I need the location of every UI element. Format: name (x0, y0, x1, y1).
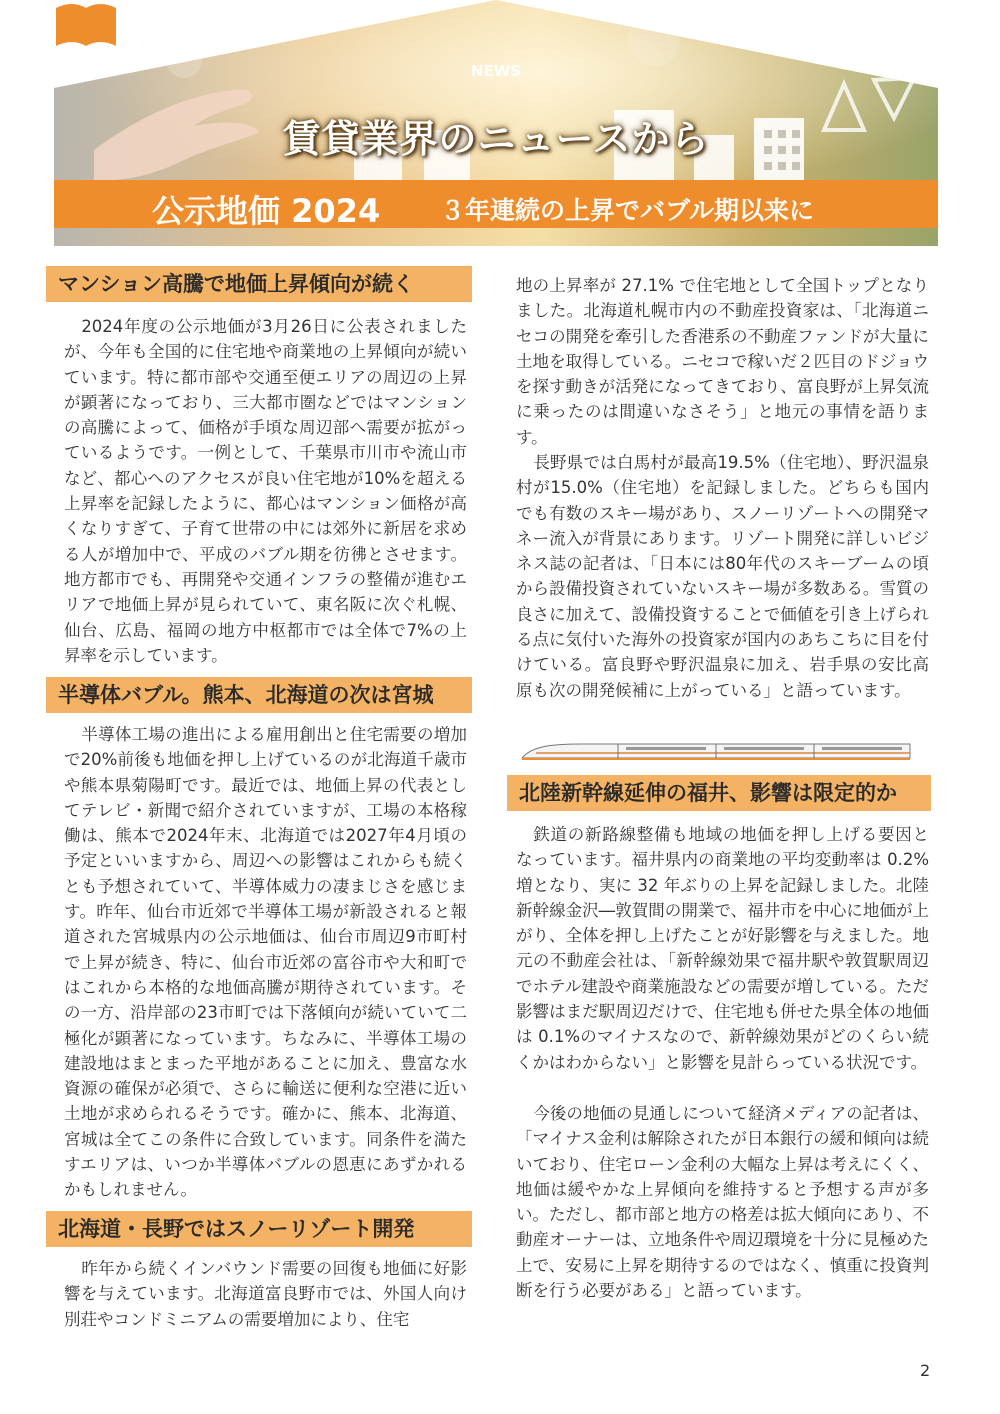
section-body-hokuriku: 鉄道の新路線整備も地域の地価を押し上げる要因となっています。福井県内の商業地の平均変動率は 0.2% 増となり、実に 32 年ぶりの上昇を記録しました。北陸新幹線金沢―敦賀間の開業で、福井市を中心に地価が上がり、全体を押し上げたことが好影響を与えました。地元の不動産会社は、「新幹線効果で福井駅や敦賀駅周辺でホテル建設や商業施設などの需要が増している。ただ影響はまだ駅周辺だけで、住宅地も併せた県全体の地価は 0.1%のマイナスなので、新幹線効果がどのくらい続くかはわからない」と影響を見計らっている状況です。 (516, 825, 929, 1072)
header-banner (54, 0, 938, 246)
section-body-semiconductor: 半導体工場の進出による雇用創出と住宅需要の増加で20%前後も地価を押し上げているのが北海道千歳市や熊本県菊陽町です。最近では、地価上昇の代表としてテレビ・新聞で紹介されていますが、工場の本格稼働は、熊本で2024年末、北海道では2027年4月頃の予定といいますから、周辺への影響はこれからも続くとも予想されていて、半導体威力の凄まじさを感じます。昨年、仙台市近郊で半導体工場が新設されると報道された宮城県内の公示地価は、仙台市周辺9市町村で上昇が続き、特に、仙台市近郊の富谷市や大和町ではこれから本格的な地価高騰が期待されています。その一方、沿岸部の23市町では下落傾向が続いていて二極化が顕著になっています。ちなみに、半導体工場の建設地はまとまった平地があることに加え、豊富な水資源の確保が必須で、さらに輸送に便利な空港に近い土地が求められるそうです。確かに、熊本、北海道、宮城は全てこの条件に合致しています。同条件を満たすエリアは、いつか半導体バブルの恩恵にあずかれるかもしれません。 (64, 725, 467, 1200)
section-title-mansion: マンション高騰で地価上昇傾向が続く (46, 266, 472, 302)
section-body-mansion: 2024年度の公示地価が3月26日に公表されましたが、今年も全国的に住宅地や商業地の上昇傾向が続いています。特に都市部や交通至便エリアの周辺の上昇が顕著になっており、三大都市圏などではマンションの高騰によって、価格が手頃な周辺部へ需要が拡がっているようです。一例として、千葉県市川市や流山市など、都心へのアクセスが良い住宅地が10%を超える上昇率を記録したように、都心はマンション価格が高くなりすぎて、子育て世帯の中には郊外に新居を求める人が増加中で、平成のバブル期を彷彿とさせます。地方都市でも、再開発や交通インフラの整備が進むエリアで地価上昇が見られていて、東名阪に次ぐ札幌、仙台、広島、福岡の地方中枢都市では全体で7%の上昇率を示しています。 (64, 317, 467, 665)
page-title: 賃貸業界のニュースから (282, 117, 710, 161)
section-title-hokuriku: 北陸新幹線延伸の福井、影響は限定的か (507, 775, 931, 811)
section-title-semiconductor: 半導体バブル。熊本、北海道の次は宮城 (46, 677, 472, 713)
section-body-outlook: 今後の地価の見通しについて経済メディアの記者は、「マイナス金利は解除されたが日本銀行の緩和傾向は続いており、住宅ローン金利の大幅な上昇は考えにくく、地価は緩やかな上昇傾向を維持すると予想する声が多い。ただし、都市部と地方の格差は拡大傾向にあり、不動産オーナーは、立地条件や周辺環境を十分に見極めた上で、安易に上昇を期待するのではなく、慎重に投資判断を行う必要がある」と語っています。 (516, 1104, 930, 1301)
news-badge-label: NEWS (470, 62, 522, 80)
open-book-icon (54, 0, 118, 52)
section-title-snow-resort: 北海道・長野ではスノーリゾート開発 (46, 1211, 472, 1247)
headline-bar (54, 180, 938, 228)
headline-main: 公示地価 2024 (152, 192, 381, 230)
headline-sub: ３年連続の上昇でバブル期以来に (440, 196, 815, 225)
section-body-snow-resort: 昨年から続くインバウンド需要の回復も地価に好影響を与えています。北海道富良野市では、外国人向け別荘やコンドミニアムの需要増加により、住宅 (64, 1259, 467, 1329)
train-icon (522, 740, 912, 762)
section-body-snow-resort-cont: 地の上昇率が 27.1% で住宅地として全国トップとなりました。北海道札幌市内の不動産投資家は、「北海道ニセコの開発を牽引した香港系の不動産ファンドが大量に土地を取得している。ニセコで稼いだ２匹目のドジョウを探す動きが活発になってきており、富良野が上昇気流に乗ったのは間違いなさそう」と地元の事情を語ります。 (516, 276, 929, 447)
page-number: 2 (920, 1361, 931, 1380)
section-body-nagano: 長野県では白馬村が最高19.5%（住宅地）、野沢温泉村が15.0%（住宅地）を記録しました。どちらも国内でも有数のスキー場があり、スノーリゾートへの開発マネー流入が背景にあります。リゾート開発に詳しいビジネス誌の記者は、「日本には80年代のスキーブームの頃から設備投資されていないスキー場が多数ある。雪質の良さに加えて、設備投資することで価値を引き上げられる点に気付いた海外の投資家が国内のあちこちに目を付けている。富良野や野沢温泉に加え、岩手県の安比高原も次の開発候補に上がっている」と語っています。 (516, 453, 929, 700)
